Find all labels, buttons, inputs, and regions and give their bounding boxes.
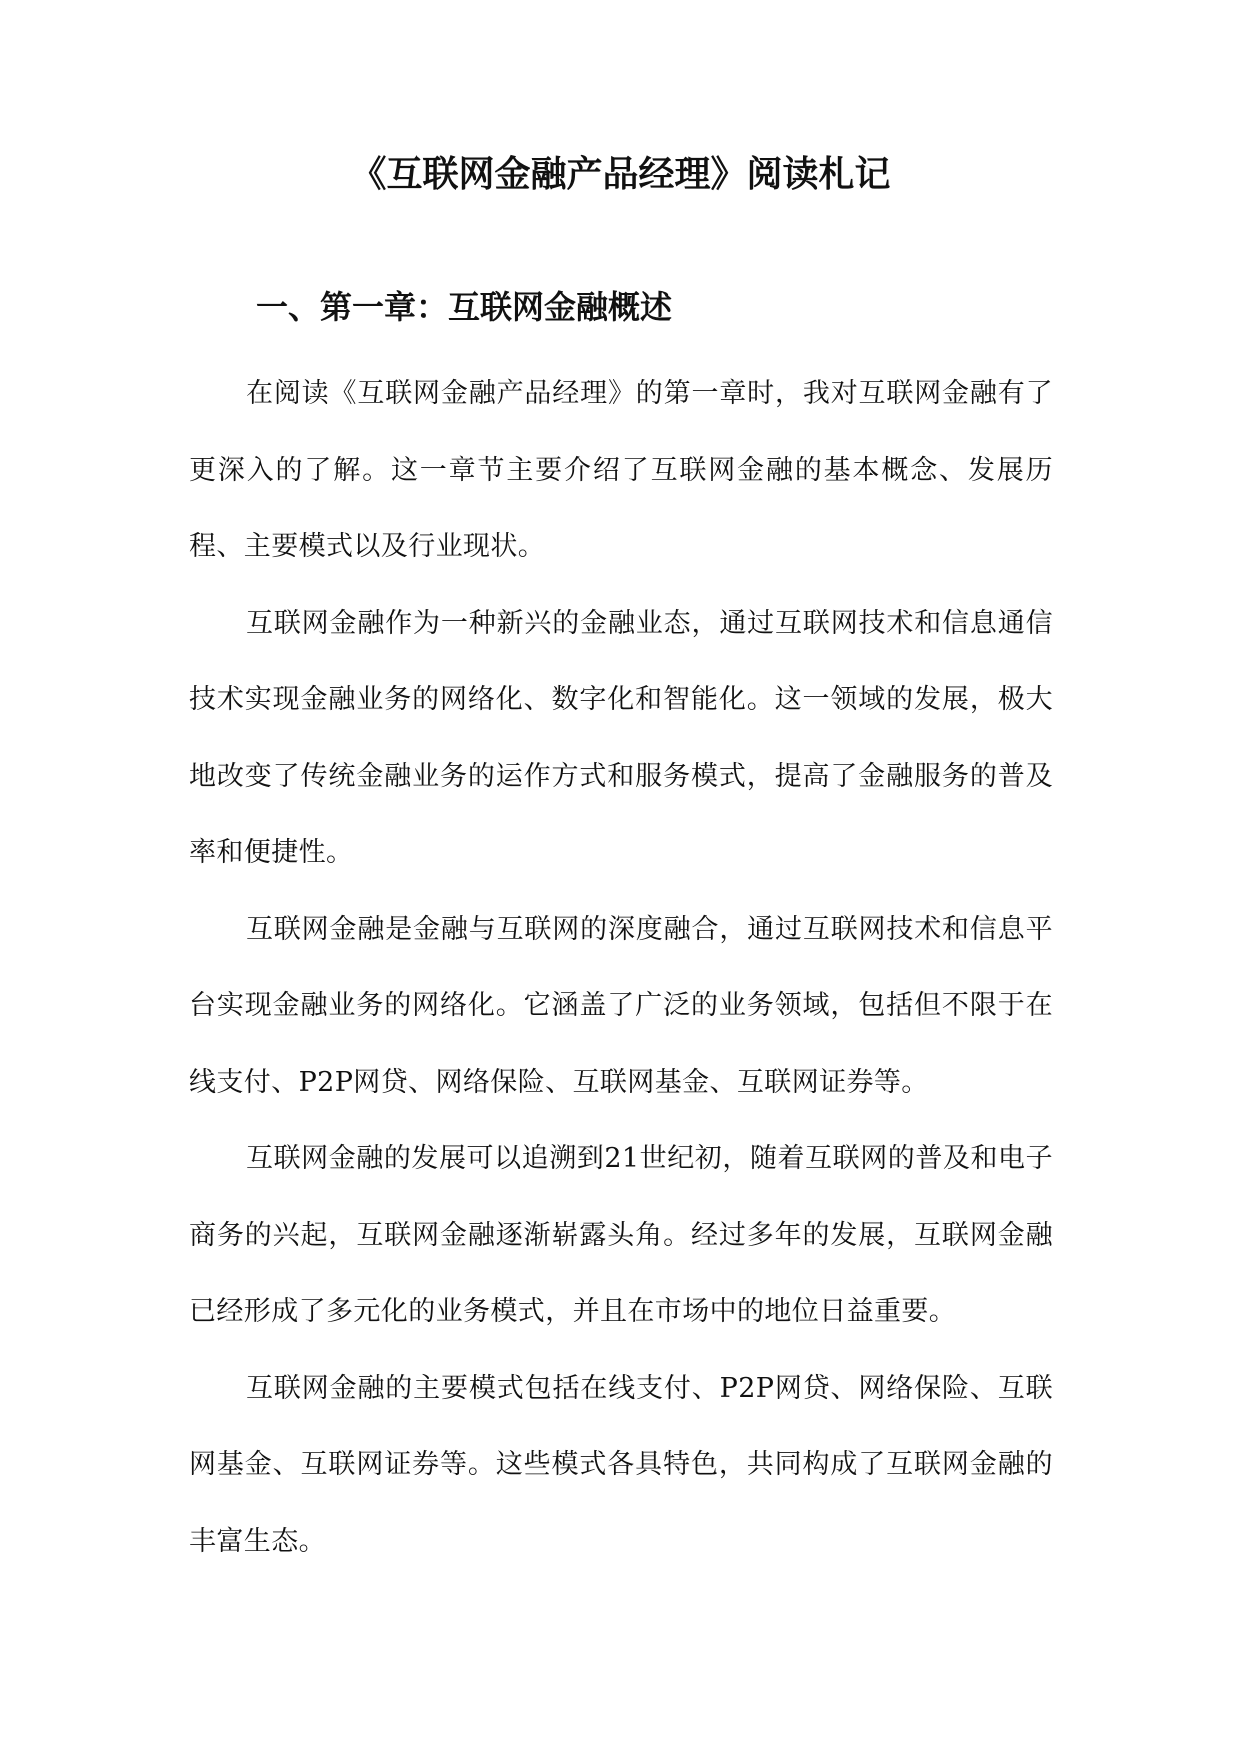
paragraph-5: 互联网金融的主要模式包括在线支付、P2P网贷、网络保险、互联网基金、互联网证券等。这些模式各具特色，共同构成了互联网金融的丰富生态。 [189,1372,1053,1557]
document-title: 《互联网金融产品经理》阅读札记 [350,153,891,195]
paragraph-1: 在阅读《互联网金融产品经理》的第一章时，我对互联网金融有了更深入的了解。这一章节主要介绍了互联网金融的基本概念、发展历程、主要模式以及行业现状。 [189,378,1053,562]
paragraph-2: 互联网金融作为一种新兴的金融业态，通过互联网技术和信息通信技术实现金融业务的网络化、数字化和智能化。这一领域的发展，极大地改变了传统金融业务的运作方式和服务模式，提高了金融服务的普及率和便捷性。 [189,607,1053,868]
paragraph-3: 互联网金融是金融与互联网的深度融合，通过互联网技术和信息平台实现金融业务的网络化。它涵盖了广泛的业务领域，包括但不限于在线支付、P2P网贷、网络保险、互联网基金、互联网证券等。 [189,913,1053,1098]
paragraph-4: 互联网金融的发展可以追溯到21世纪初，随着互联网的普及和电子商务的兴起，互联网金融逐渐崭露头角。经过多年的发展，互联网金融已经形成了多元化的业务模式，并且在市场中的地位日益重要。 [189,1143,1053,1327]
section-body [189,356,1053,1580]
section-heading: 一、第一章：互联网金融概述 [256,288,673,326]
